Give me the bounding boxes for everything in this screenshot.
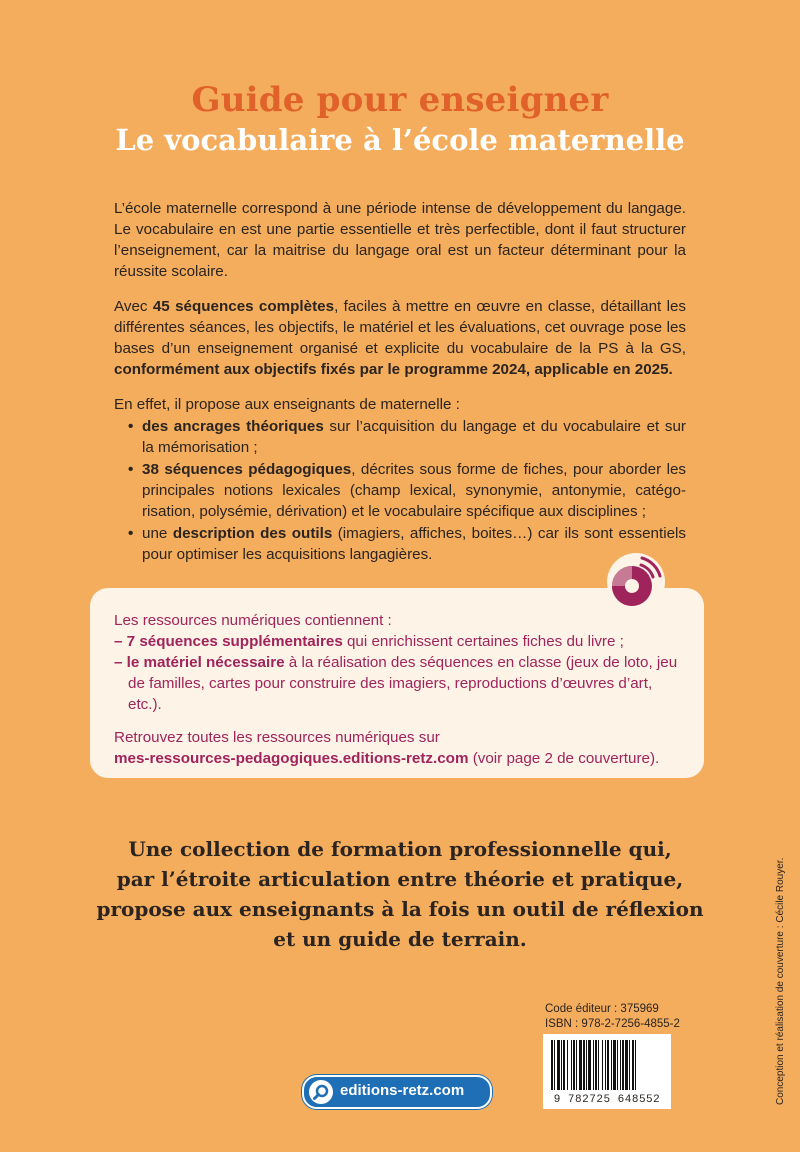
series-title: Guide pour enseigner — [191, 80, 609, 120]
barcode-bar — [622, 1040, 624, 1090]
barcode-bar — [567, 1040, 568, 1090]
barcode-bar — [571, 1040, 572, 1090]
barcode-number: 9 782725 648552 — [553, 1094, 661, 1106]
barcode-bar — [593, 1040, 594, 1090]
barcode-bar — [554, 1040, 555, 1090]
title-block — [0, 80, 800, 160]
barcode-bar — [595, 1040, 597, 1090]
resources-url[interactable]: mes-ressources-pedagogiques.editions-retz.com — [114, 750, 469, 767]
barcode-bar — [583, 1040, 585, 1090]
isbn: ISBN : 978-2-7256-4855-2 — [545, 1018, 680, 1030]
barcode-bar — [607, 1040, 609, 1090]
barcode-bar — [579, 1040, 582, 1090]
barcode-bar — [551, 1040, 553, 1090]
barcode-bars — [549, 1040, 665, 1090]
barcode-bar — [611, 1040, 612, 1090]
barcode-bar — [561, 1040, 562, 1090]
barcode-bar — [632, 1040, 634, 1090]
barcode-bar — [586, 1040, 587, 1090]
publisher-codes — [545, 1002, 680, 1032]
resources-item: – le matériel nécessaire à la réalisation des séquences en classe (jeux de loto, jeu de familles, cartes pour construire des imagiers, reproductions d’œuvres d’art, etc.). — [114, 654, 678, 713]
barcode-bar — [563, 1040, 565, 1090]
resources-item: – 7 séquences supplémentaires qui enrichissent certaines fiches du livre ; — [114, 633, 624, 650]
publisher-logo[interactable] — [302, 1075, 492, 1109]
digital-resources-icon — [606, 552, 666, 612]
barcode — [543, 1034, 671, 1109]
resources-heading: Les ressources numériques contiennent : — [114, 612, 392, 629]
editor-code: Code éditeur : 375969 — [545, 1003, 659, 1015]
barcode-bar — [602, 1040, 603, 1090]
barcode-bar — [629, 1040, 630, 1090]
list-item: • 38 séquences pédagogiques, décrites sous forme de fiches, pour aborder les principales notions lexicales (champ lexical, synonymie, antonymie, catégorisation, polysémie, dérivation) et le vocabulaire spécifique aux disciplines ; — [128, 459, 686, 522]
resources-find: Retrouvez toutes les ressources numériques sur — [114, 729, 440, 746]
barcode-bar — [557, 1040, 560, 1090]
resources-link-line: mes-ressources-pedagogiques.editions-retz.com (voir page 2 de couverture). — [114, 750, 660, 767]
bullet-list — [114, 416, 686, 565]
barcode-bar — [625, 1040, 628, 1090]
barcode-bar — [635, 1040, 636, 1090]
cover-credit: Conception et réalisation de couverture : Cécile Rouyer. — [775, 857, 786, 1105]
barcode-bar — [598, 1040, 599, 1090]
barcode-bar — [573, 1040, 575, 1090]
proposal-lead: En effet, il propose aux enseignants de maternelle : — [114, 396, 460, 413]
program-conformity: conformément aux objectifs fixés par le programme 2024, applicable en 2025. — [114, 361, 673, 378]
resources-content — [114, 610, 689, 769]
collection-statement: Une collection de formation professionnelle qui, par l’étroite articulation entre théorie et pratique, propose aux enseignants à la fois un outil de réflexion et un guide de terrain. — [96, 837, 704, 951]
barcode-bar — [613, 1040, 616, 1090]
barcode-bar — [617, 1040, 618, 1090]
list-item: • des ancrages théoriques sur l’acquisition du langage et du vocabulaire et sur la mémorisation ; — [128, 416, 686, 458]
barcode-bar — [576, 1040, 577, 1090]
book-title: Le vocabulaire à l’école maternelle — [115, 123, 685, 157]
sequences-count: 45 séquences complètes — [152, 298, 335, 315]
intro-paragraph: L’école maternelle correspond à une période intense de développement du langage. Le vocabulaire en est une partie essentielle et très perfectible, dont il faut structurer l’enseignement, car la maitrise du langage oral est un facteur déterminant pour la réussite scolaire. — [114, 200, 686, 280]
description — [114, 198, 686, 566]
barcode-bar — [588, 1040, 591, 1090]
barcode-bar — [620, 1040, 621, 1090]
list-item: • une description des outils (imagiers, affiches, boites…) car ils sont essentiels pour optimiser les acquisitions langagières. — [128, 523, 686, 565]
search-icon — [309, 1080, 333, 1104]
resources-box — [90, 588, 704, 778]
logo-text: editions-retz.com — [340, 1082, 465, 1099]
barcode-bar — [605, 1040, 606, 1090]
sequences-paragraph: Avec 45 séquences complètes, faciles à mettre en œuvre en classe, détaillant les différentes séances, les objectifs, le matériel et les évaluations, cet ouvrage pose les bases d’un enseignement organisé et explicite du vocabulaire de la PS à la GS, conformément aux objectifs fixés par le programme 2024, applicable en 2025. — [114, 298, 687, 378]
